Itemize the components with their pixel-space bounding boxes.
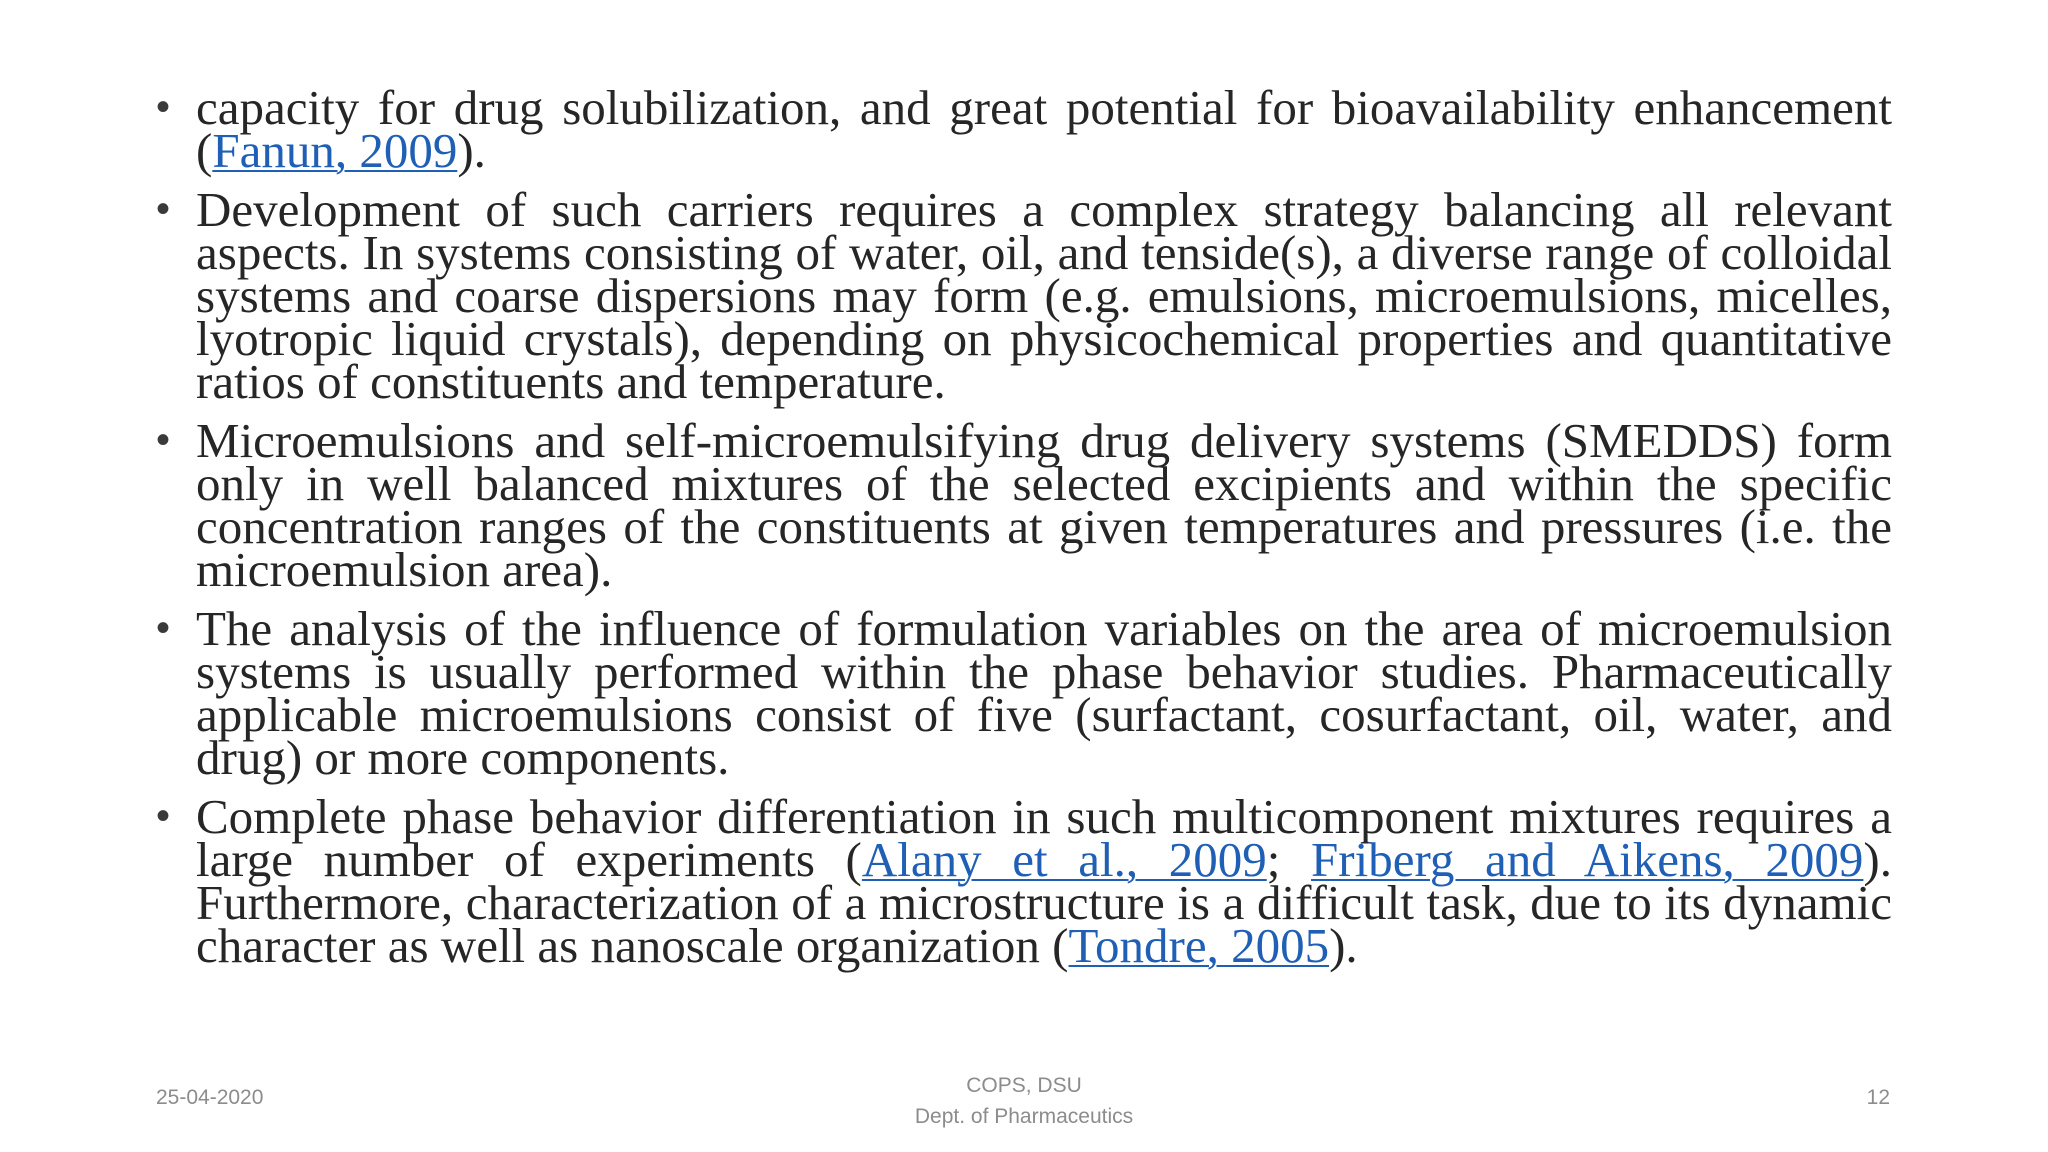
citation-link-alany-2009[interactable]: Alany et al., 2009 [861, 832, 1267, 887]
footer-institution: COPS, DSU [966, 1074, 1082, 1097]
bullet-item [150, 789, 1892, 973]
bullet-item [150, 601, 1892, 785]
bullet-icon: • [156, 606, 171, 650]
bullet-icon: • [156, 794, 171, 838]
bullet-item [150, 80, 1892, 178]
bullet-item [150, 413, 1892, 597]
bullet-text: Development of such carriers requires a complex strategy balancing all relevant aspects. In systems consisting of water, oil, and tenside(s), a diverse range of colloidal systems and coarse dispersions may form (e.g. emulsions, microemulsions, micelles, lyotropic liquid crystals), depending on physicochemical properties and quantitative ratios of constituents and temperature. [196, 182, 1892, 409]
citation-link-tondre-2005[interactable]: Tondre, 2005 [1068, 918, 1330, 973]
bullet-text: The analysis of the influence of formulation variables on the area of microemulsion systems is usually performed within the phase behavior studies. Pharmaceutically applicable microemulsions consist of five (surfactant, cosurfactant, oil, water, and drug) or more components. [196, 601, 1892, 785]
footer-date: 25-04-2020 [156, 1086, 264, 1109]
bullet-text: Complete phase behavior differentiation in such multicomponent mixtures requires a large number of experiments ( [196, 789, 1892, 887]
bullet-icon: • [156, 85, 171, 129]
bullet-icon: • [156, 418, 171, 462]
bullet-item [150, 182, 1892, 409]
footer-department: Dept. of Pharmaceutics [914, 1105, 1134, 1128]
slide-number: 12 [1866, 1086, 1890, 1109]
bullet-text: Microemulsions and self-microemulsifying drug delivery systems (SMEDDS) form only in well balanced mixtures of the selected excipients and within the specific concentration ranges of the constituents at given temperatures and pressures (i.e. the microemulsion area). [196, 413, 1892, 597]
footer-center [0, 1070, 2048, 1132]
citation-link-friberg-aikens-2009[interactable]: Friberg and Aikens, 2009 [1311, 832, 1864, 887]
bullet-text: capacity for drug solubilization, and great potential for bioavailability enhancement ( [196, 80, 1892, 178]
bullet-text: ). [457, 123, 486, 178]
bullet-text: ; [1266, 832, 1312, 887]
citation-link-fanun-2009[interactable]: Fanun, 2009 [212, 123, 458, 178]
bullet-text: ). [1329, 918, 1358, 973]
bullet-text: ). Furthermore, characterization of a microstructure is a difficult task, due to its dynamic character as well as nanoscale organization ( [196, 832, 1892, 973]
bullet-icon: • [156, 187, 171, 231]
slide-body [150, 80, 1892, 983]
